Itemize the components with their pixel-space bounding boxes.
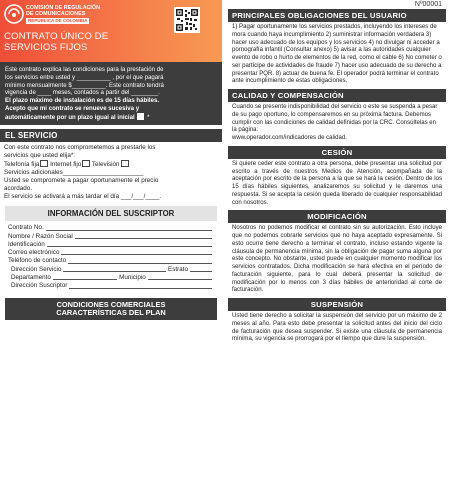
crc-line-1: COMISIÓN DE REGULACIÓN xyxy=(26,5,100,11)
crc-line-2: DE COMUNICACIONES xyxy=(26,11,86,17)
obligaciones-title: PRINCIPALES OBLIGACIONES DEL USUARIO xyxy=(228,9,446,22)
field-dir-suscriptor[interactable]: Dirección Suscriptor xyxy=(8,282,214,290)
obligaciones-text: 1) Pagar oportunamente los servicios prestados, incluyendo los intereses de mora cuando haya incumplimiento 2) suministrar información verdadera 3) hacer uso adecuado de los equipos y los servicios 4) no divulgar ni acceder a pornografía infantil (Consultar anexo) 5) avisar a las autoridades cualquier evento de robo o hurto de elementos de la red, como el cable 6) No cometer o ser partícipe de actividades de fraude 7) hacer uso adecuado de su derecho a presentar PQR. 8) actuar de buena fe. El operador podrá terminar el contrato ante incumplimiento de estas obligaciones. xyxy=(232,24,442,85)
servicio-title: EL SERVICIO xyxy=(0,129,222,142)
telefonia-checkbox[interactable] xyxy=(40,160,48,167)
intro-line-renewal-2: automáticamente por un plazo igual al inicial xyxy=(5,113,135,121)
modificacion-title: MODIFICACIÓN xyxy=(228,210,446,223)
field-telefono[interactable]: Teléfono de contacto xyxy=(8,257,214,265)
field-correo[interactable]: Correo electrónico xyxy=(8,249,214,257)
contract-title-line-2: SERVICIOS FIJOS xyxy=(4,42,88,53)
television-checkbox[interactable] xyxy=(121,160,129,167)
contract-header xyxy=(0,0,222,62)
field-identificacion[interactable]: Identificación xyxy=(8,241,214,249)
internet-checkbox[interactable] xyxy=(82,160,90,167)
suscriptor-title: INFORMACIÓN DEL SUSCRIPTOR xyxy=(5,206,217,221)
intro-line: vigencia de ____ meses, contados a partir del ________. xyxy=(5,89,160,97)
field-departamento[interactable]: Departamento Municipio xyxy=(8,274,214,282)
calidad-text: Cuando se presente indisponibilidad del servicio o este se suspenda a pesar de su pago oportuno, lo compensaremos en su próxima factura. Debemos cumplir con las condiciones de calidad definidas por la CRC. Consúltelas en la página: xyxy=(232,104,438,134)
contract-intro xyxy=(0,62,222,125)
renewal-checkbox[interactable] xyxy=(137,113,144,120)
option-internet-label: Internet fijo xyxy=(50,160,82,168)
contract-title-line-1: CONTRATO ÚNICO DE xyxy=(4,31,109,42)
option-telefonia-label: Telefonía fija xyxy=(4,160,40,168)
suspension-text: Usted tiene derecho a solicitar la suspensión del servicio por un máximo de 2 meses al año. Para esto debe presentar la solicitud antes del inicio del ciclo de facturación que desea suspender. Si existe una cláusula de permanencia mínima, su vigencia se prorrogará por el tiempo que dure la suspensión. xyxy=(232,313,442,343)
cesion-text: Si quiere ceder este contrato a otra persona, debe presentar una solicitud por escrito a través de nuestros Medios de Atención, acompañada de la aceptación por escrito de la persona a la que se hará la cesión. Dentro de los 15 días hábiles siguientes, analizaremos su solicitud y le daremos una respuesta. Si se acepta la cesión queda liberado de cualquier responsabilidad con nosotros. xyxy=(232,160,442,206)
servicio-line: acordado. xyxy=(4,185,33,193)
field-direccion[interactable]: Dirección Servicio Estrato xyxy=(8,266,214,274)
suspension-title: SUSPENSIÓN xyxy=(228,298,446,311)
intro-line: mínimo mensualmente $__________. Este contrato tendrá xyxy=(5,81,164,89)
field-contrato[interactable]: Contrato No. xyxy=(8,224,214,232)
intro-line-renewal: Acepto que mi contrato se renueve sucesiva y xyxy=(5,104,140,112)
crc-name xyxy=(26,5,100,24)
option-television-label: Televisión xyxy=(91,160,120,168)
right-column xyxy=(228,9,446,347)
left-column xyxy=(0,0,222,320)
servicio-activation-date: El servicio se activará a más tardar el día ___/___/____. xyxy=(4,193,162,201)
crc-country: REPÚBLICA DE COLOMBIA xyxy=(28,18,88,23)
field-nombre[interactable]: Nombre / Razón Social xyxy=(8,233,214,241)
servicio-line: servicios que usted elija*: xyxy=(4,151,76,159)
field-municipio-label: Municipio xyxy=(119,274,146,282)
qr-code-icon xyxy=(174,7,200,33)
servicio-line: Con este contrato nos comprometemos a prestarle los xyxy=(4,143,156,151)
cesion-title: CESIÓN xyxy=(228,146,446,159)
modificacion-text: Nosotros no podemos modificar el contrato sin su autorización. Esto incluye que no podemos cobrarle servicios que no haya aceptado expresamente. Si esto ocurre tiene derecho a terminar el contrato, incluso estando vigente la cláusula de permanencia mínima, sin la obligación de pagar suma alguna por este concepto. No obstante, usted puede en cualquier momento modificar los servicios contratados. Dicha modificación se hará efectiva en el período de facturación siguiente, para lo cual deberá presentar la solicitud de modificación por lo menos con 3 días hábiles de anterioridad al corte de facturación. xyxy=(232,225,442,294)
field-estrato-label: Estrato xyxy=(168,265,188,273)
servicio-line: Usted se compromete a pagar oportunamente el precio xyxy=(4,176,159,184)
service-options xyxy=(4,160,218,169)
crc-logo-icon xyxy=(4,4,24,24)
asterisk: * xyxy=(147,113,150,121)
document-number: Nº00001 xyxy=(414,1,442,8)
suscriptor-fields xyxy=(0,221,222,292)
calidad-section xyxy=(228,102,446,146)
contract-title xyxy=(4,31,108,53)
intro-line-installation: El plazo máximo de instalación es de 15 días hábiles. xyxy=(5,97,160,105)
servicios-adicionales: Servicios adicionales_______________________ xyxy=(4,168,144,176)
calidad-url: www.operador.com/indicadores de calidad. xyxy=(232,135,347,141)
intro-line: Este contrato explica las condiciones para la prestación de xyxy=(5,66,164,73)
condiciones-comerciales-title: CONDICIONES COMERCIALES CARACTERÍSTICAS DEL PLAN xyxy=(5,298,217,320)
servicio-section xyxy=(0,142,222,204)
intro-line: los servicios entre usted y __________ , por el que pagará xyxy=(5,73,164,81)
calidad-title: CALIDAD Y COMPENSACIÓN xyxy=(228,89,446,102)
